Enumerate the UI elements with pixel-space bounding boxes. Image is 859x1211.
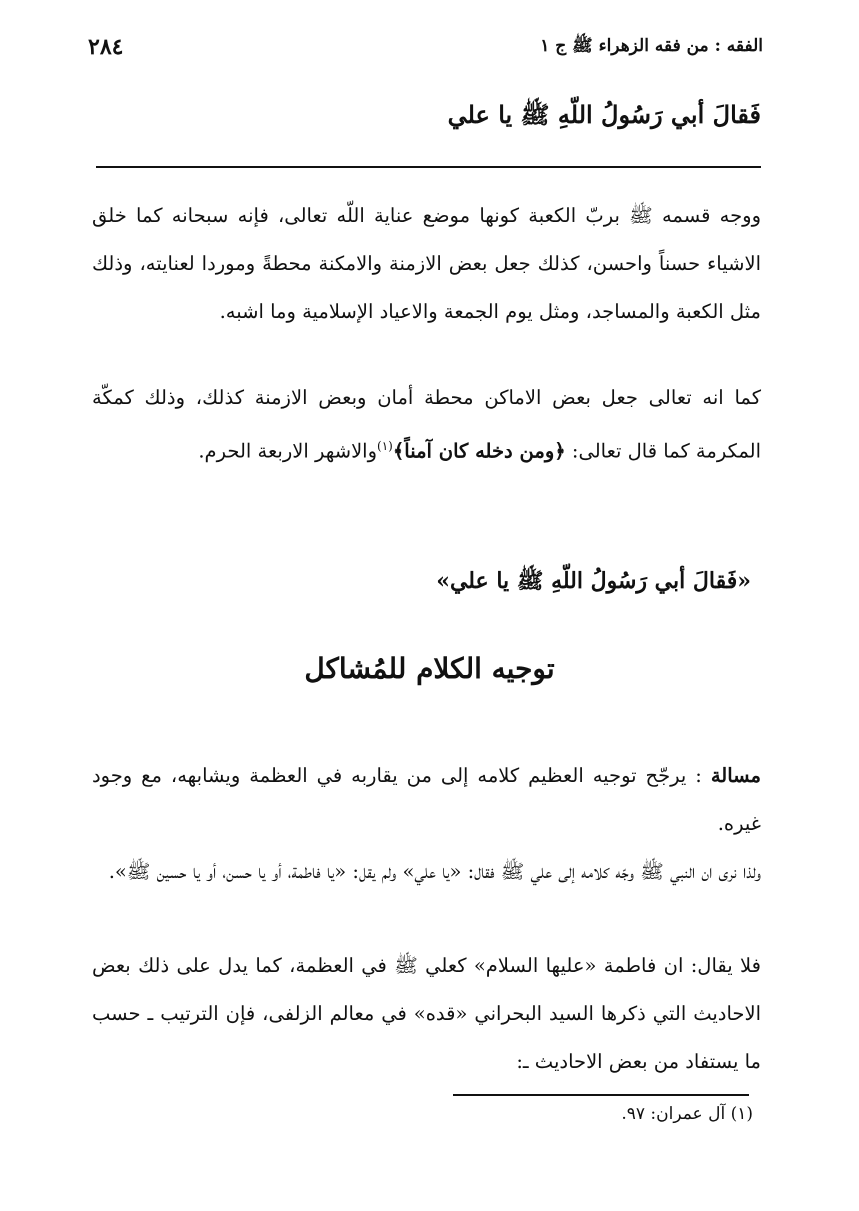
masala-label: مسالة (710, 764, 761, 787)
section-title: توجيه الكلام للمُشاكل (304, 652, 555, 685)
page-header (88, 32, 763, 62)
running-head: الفقه : من فقه الزهراء ﷺ ج ١ (540, 35, 763, 56)
paragraph-2-text: كما انه تعالى جعل بعض الاماكن محطة أمان وبعض الازمنة كذلك، وذلك كمكّة المكرمة كما قال تعالى: (92, 386, 761, 463)
paragraph-4: ولذا نرى ان النبي ﷺ وجّه كلامه إلى علي ﷺ فقال: «يا علي» ولم يقل: «يا فاطمة، أو يا حسن، أو يا حسين ﷺ». (108, 860, 761, 883)
quran-verse: ﴿ومن دخله كان آمناً﴾ (392, 439, 566, 463)
footnote-divider (453, 1094, 749, 1096)
paragraph-1: ووجه قسمه ﷺ بربّ الكعبة كونها موضع عناية اللّه تعالى، فإنه سبحانه كما خلق الاشياء حسناً واحسن، كذلك جعل بعض الازمنة والامكنة محطةً وموردا لعنايته، وذلك مثل الكعبة والمساجد، ومثل يوم الجمعة والاعياد الإسلامية وما اشبه. (92, 204, 761, 323)
header-divider (96, 166, 761, 168)
quote-heading: «فَقالَ أبي رَسُولُ اللّهِ ﷺ يا علي» (436, 568, 751, 594)
footnote-reference: (١) (377, 439, 393, 453)
top-quote: فَقالَ أبي رَسُولُ اللّهِ ﷺ يا علي (447, 100, 761, 129)
paragraph-2 (92, 374, 761, 476)
footnote: (١) آل عمران: ٩٧. (621, 1104, 753, 1124)
paragraph-2-ending: والاشهر الاربعة الحرم. (198, 439, 378, 463)
page-number: ٢٨٤ (88, 34, 124, 60)
masala-text: : يرجّح توجيه العظيم كلامه إلى من يقاربه في العظمة ويشابهه، مع وجود غيره. (92, 764, 761, 835)
masala-paragraph (92, 752, 761, 848)
paragraph-5: فلا يقال: ان فاطمة «عليها السلام» كعلي ﷺ في العظمة، كما يدل على ذلك بعض الاحاديث التي ذكرها السيد البحراني «قده» في معالم الزلفى، فإن الترتيب ـ حسب ما يستفاد من بعض الاحاديث ـ: (92, 954, 761, 1073)
